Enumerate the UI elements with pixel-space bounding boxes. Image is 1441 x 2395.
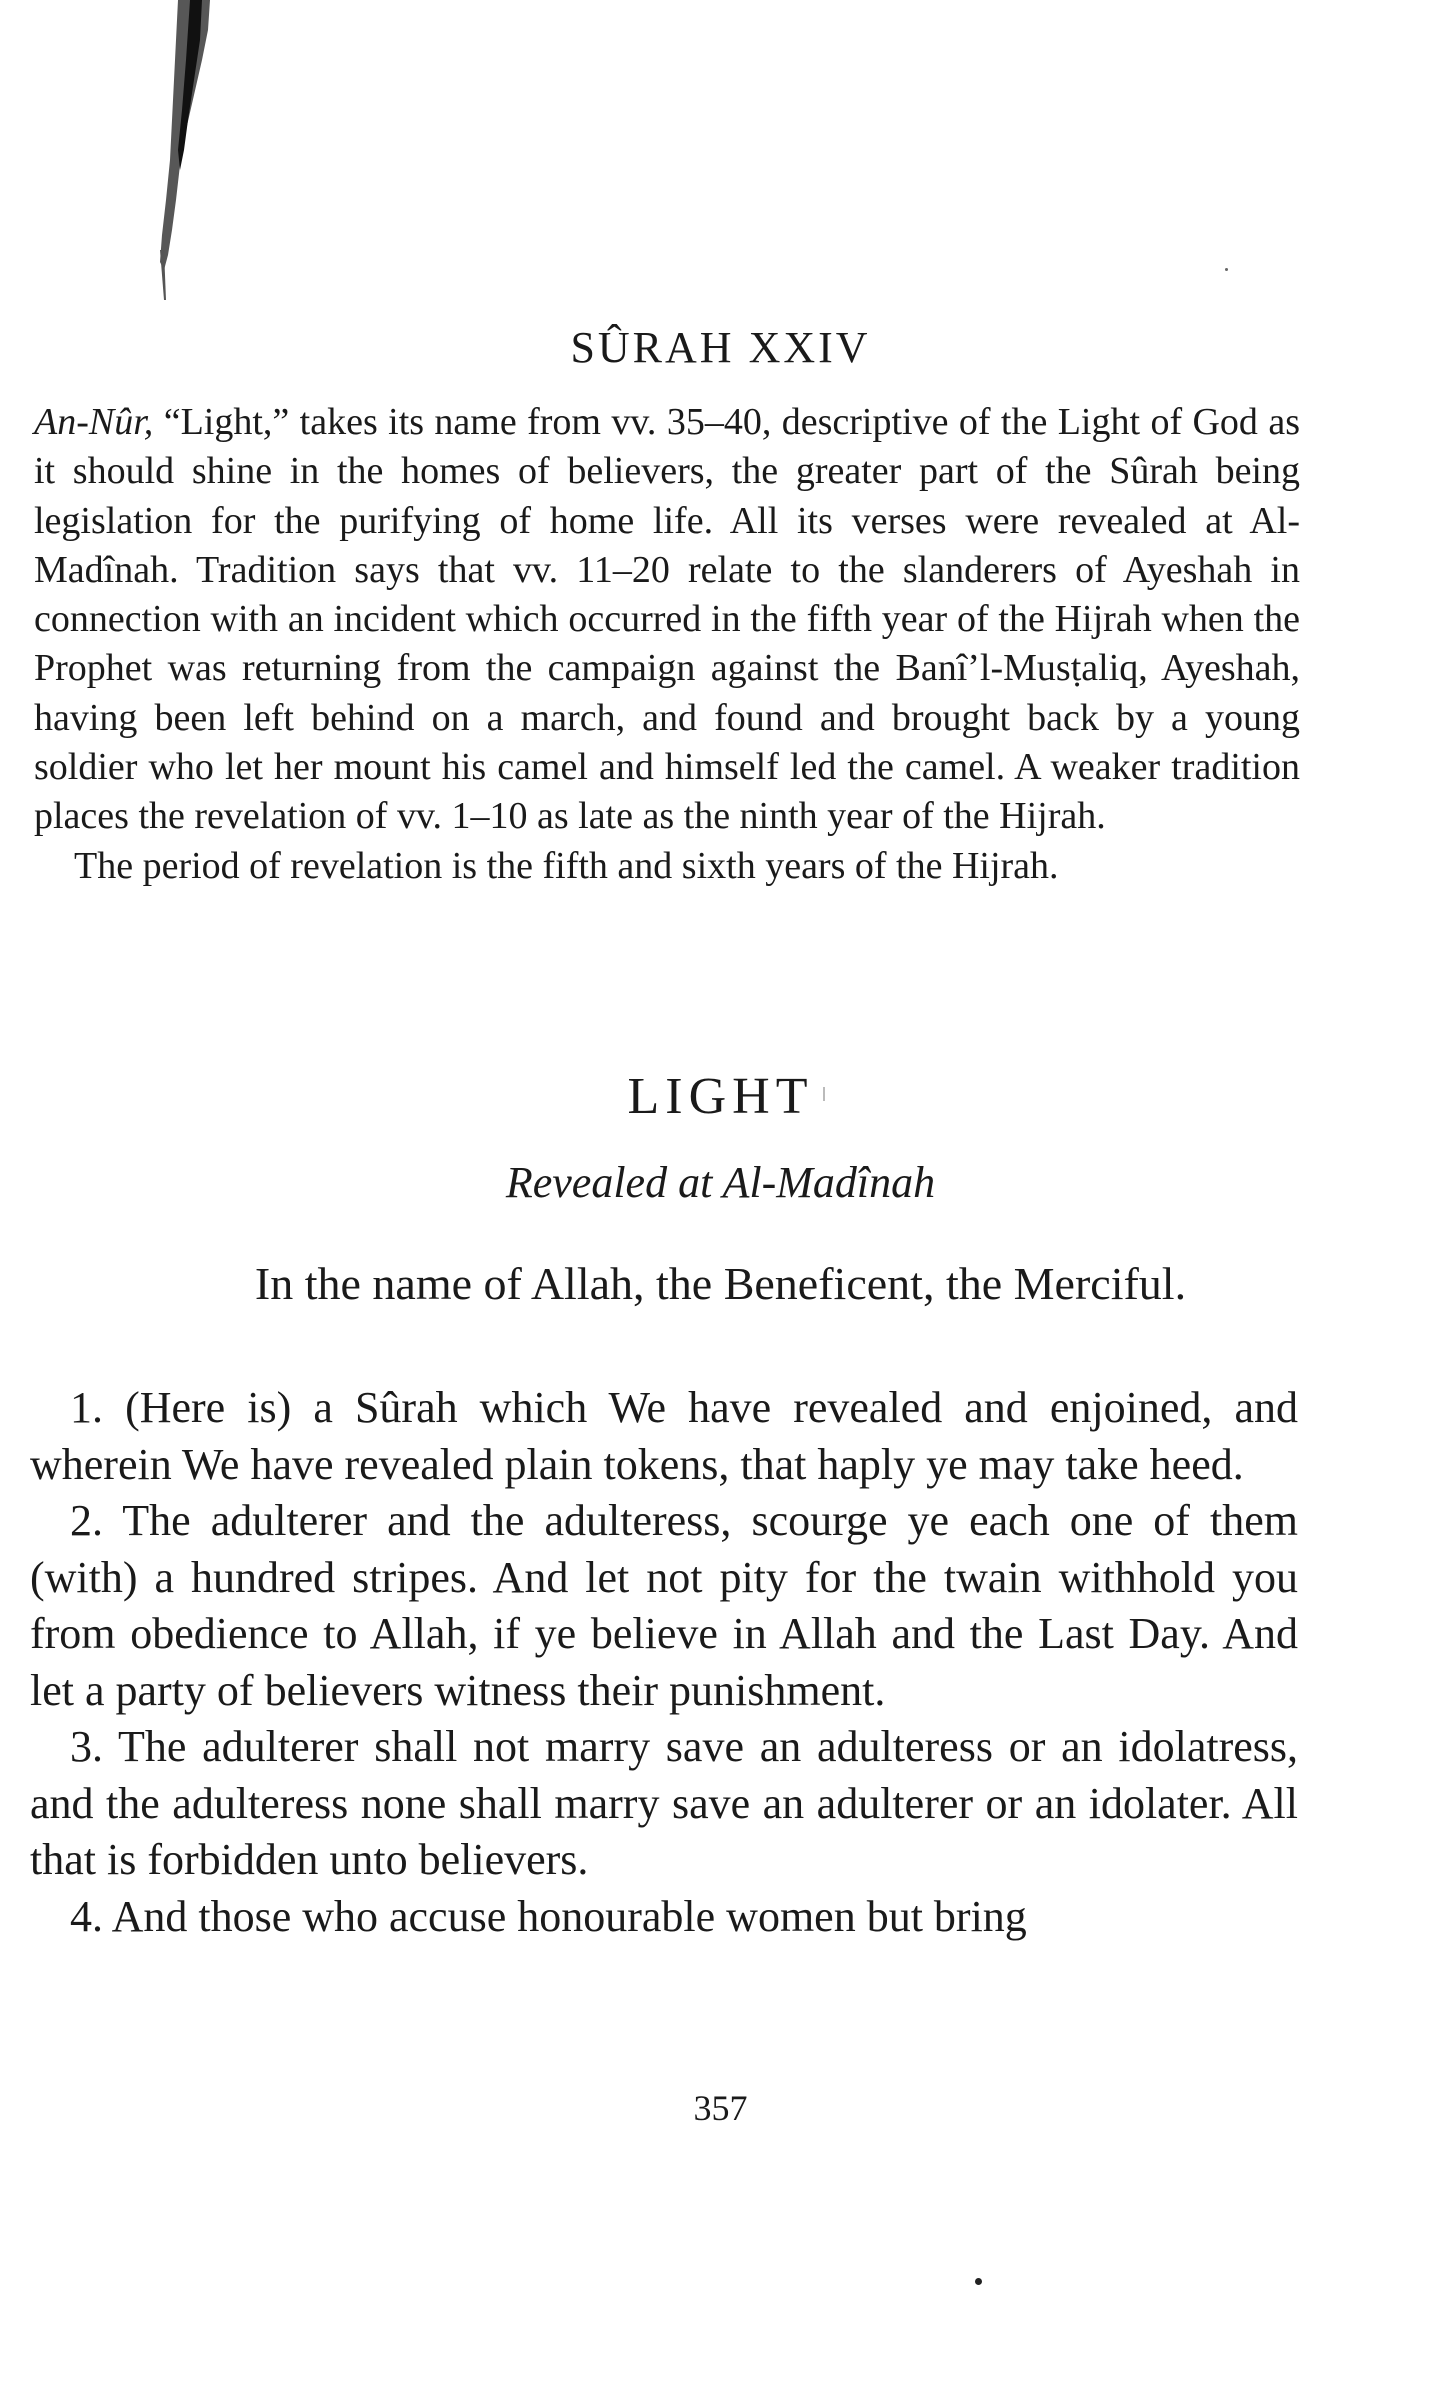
speck — [1225, 268, 1228, 271]
scan-artifact-mark — [150, 0, 270, 300]
verse-3: 3. The adulterer shall not marry save an adulteress or an idolatress, and the adulteress none shall marry save an adulterer or an idolater. All that is forbidden unto believers. — [30, 1722, 1298, 1884]
verses — [30, 1380, 1298, 1945]
verse-4: 4. And those who accuse honourable women but bring — [70, 1891, 1027, 1941]
introduction — [34, 398, 1300, 891]
revelation-place: Revealed at Al-Madînah — [505, 1158, 936, 1207]
surah-title: LIGHT — [627, 1068, 814, 1125]
surah-heading: SÛRAH XXIV — [570, 323, 871, 372]
verse-1: 1. (Here is) a Sûrah which We have revealed and enjoined, and wherein We have revealed plain tokens, that haply ye may take heed. — [30, 1383, 1298, 1489]
verse-2: 2. The adulterer and the adulteress, scourge ye each one of them (with) a hundred stripes. And let not pity for the twain withhold you from obedience to Allah, if ye believe in Allah and the Last Day. And let a party of believers witness their punishment. — [30, 1496, 1298, 1715]
speck — [823, 1087, 825, 1101]
intro-text: “Light,” takes its name from vv. 35–40, descriptive of the Light of God as it should shine in the homes of believers, the greater part of the Sûrah being legislation for the purifying of home life. All its verses were revealed at Al-Madînah. Tradition says that vv. 11–20 relate to the slanderers of Ayeshah in connection with an incident which occurred in the fifth year of the Hijrah when the Prophet was returning from the campaign against the Banî’l-Musṭaliq, Ayeshah, having been left behind on a march, and found and brought back by a young soldier who let her mount his camel and himself led the camel. A weaker tradition places the revelation of vv. 1–10 as late as the ninth year of the Hijrah. — [34, 401, 1300, 838]
intro-paragraph — [34, 398, 1300, 842]
surah-name: An-Nûr, — [34, 401, 154, 443]
intro-period-paragraph: The period of revelation is the fifth and sixth years of the Hijrah. — [74, 844, 1059, 887]
page-number: 357 — [693, 2088, 748, 2128]
bismillah: In the name of Allah, the Beneficent, the Merciful. — [254, 1258, 1187, 1309]
speck — [975, 2278, 982, 2285]
